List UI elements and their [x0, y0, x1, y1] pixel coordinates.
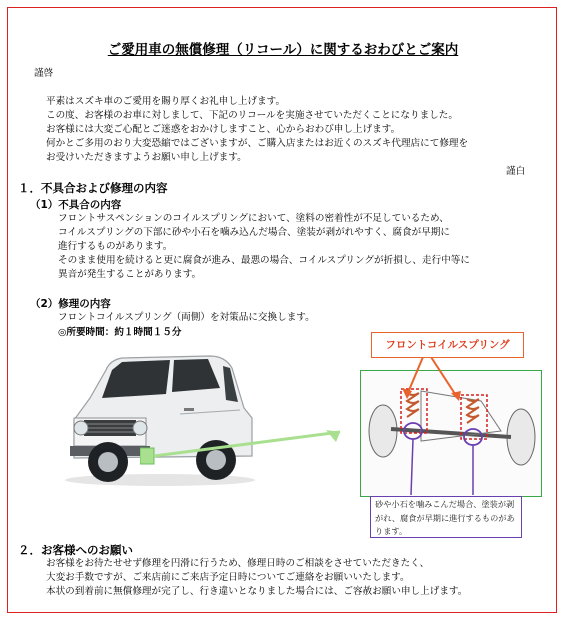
green-arrow — [140, 418, 360, 468]
corrosion-note: 砂や小石を噛みこんだ場合、塗装が剥がれ、腐食が早期に進行するものがあります。 — [370, 496, 522, 538]
callout-arrows — [395, 355, 475, 405]
document-title: ご愛用車の無償修理（リコール）に関するおわびとご案内 — [107, 42, 459, 58]
intro-line-1: 平素はスズキ車のご愛用を賜り厚くお礼申し上げます。 — [46, 96, 286, 107]
closing: 謹白 — [506, 166, 526, 177]
intro-line-2: この度、お客様のお車に対しまして、下記のリコールを実施させていただくことになりました。 — [46, 110, 458, 121]
defect-line-1: フロントサスペンションのコイルスプリングにおいて、塗料の密着性が不足しているため、 — [58, 213, 449, 224]
repair-time: ◎所要時間：約１時間１５分 — [58, 327, 182, 338]
request-line-1: お客様をお待たせせず修理を円滑に行うため、修理日時のご相談をさせていただきたく、 — [46, 558, 430, 569]
request-line-2: 大変お手数ですが、ご来店前にご来店予定日時についてご連絡をお願いいたします。 — [46, 572, 410, 583]
request-line-3: 本状の到着前に無償修理が完了し、行き違いとなりました場合には、ご容赦お願い申し上げます。 — [46, 586, 468, 597]
repair-heading: （2）修理の内容 — [30, 298, 111, 310]
defect-line-2: コイルスプリングの下部に砂や小石を噛み込んだ場合、塗装が剥がれやすく、腐食が早期に — [58, 227, 450, 238]
intro-line-3: お客様には大変ご心配とご迷惑をおかけしますこと、心からおわび申し上げます。 — [46, 124, 401, 135]
defect-line-5: 異音が発生することがあります。 — [58, 269, 202, 280]
salutation: 謹啓 — [34, 68, 54, 79]
section1-heading: １．不具合および修理の内容 — [18, 181, 168, 195]
defect-heading: （1）不具合の内容 — [30, 199, 122, 211]
section2-heading: ２．お客様へのお願い — [18, 543, 133, 557]
defect-line-3: 進行するものがあります。 — [58, 241, 173, 252]
defect-line-4: そのまま使用を続けると更に腐食が進み、最悪の場合、コイルスプリングが折損し、走行中等に — [58, 255, 470, 266]
repair-line: フロントコイルスプリング（両側）を対策品に交換します。 — [58, 312, 315, 323]
intro-line-4: 何かとご多用のおり大変恐縮ではございますが、ご購入店またはお近くのスズキ代理店にて修理を — [46, 138, 469, 149]
intro-line-5: お受けいただきますようお願い申し上げます。 — [46, 152, 247, 163]
front-coil-spring-label: フロントコイルスプリング — [371, 332, 524, 358]
